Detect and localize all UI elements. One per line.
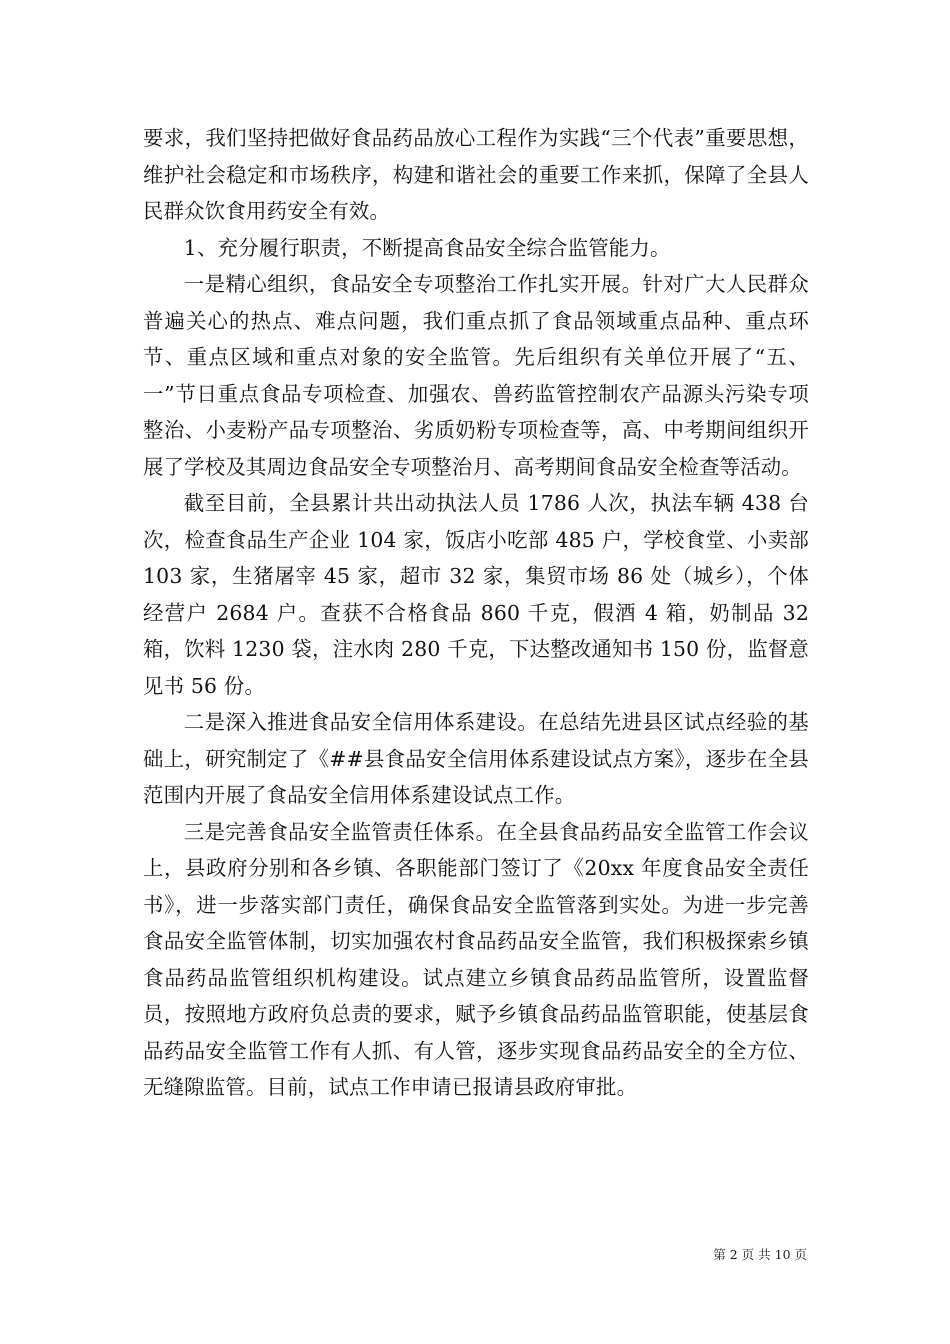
paragraph-responsibility-system: 三是完善食品安全监管责任体系。在全县食品药品安全监管工作会议上，县政府分别和各乡镇、各职能部门签订了《20xx 年度食品安全责任书》，进一步落实部门责任，确保食品安全监管落到实处。为进一步完善食品安全监管体制，切实加强农村食品药品安全监管，我们积极探索乡镇食品药品监管组织机构建设。试点建立乡镇食品药品监管所，设置监督员，按照地方政府负总责的要求，赋予乡镇食品药品监管职能，使基层食品药品安全监管工作有人抓、有人管，逐步实现食品药品安全的全方位、无缝隙监管。目前，试点工作申请已报请县政府审批。 (143, 819, 809, 1099)
page-number-footer: 第 2 页 共 10 页 (713, 1247, 807, 1262)
paragraph-credit-system: 二是深入推进食品安全信用体系建设。在总结先进县区试点经验的基础上，研究制定了《##县食品安全信用体系建设试点方案》，逐步在全县范围内开展了食品安全信用体系建设试点工作。 (143, 710, 809, 807)
document-body (143, 120, 809, 1106)
paragraph-statistics: 截至目前，全县累计共出动执法人员 1786 人次，执法车辆 438 台次，检查食品生产企业 104 家，饭店小吃部 485 户，学校食堂、小卖部 103 家，生猪屠宰 45 家，超市 32 家，集贸市场 86 处（城乡），个体经营户 2684 户。查获不合格食品 860 千克，假酒 4 箱，奶制品 32 箱，饮料 1230 袋，注水肉 280 千克，下达整改通知书 150 份，监督意见书 56 份。 (143, 491, 809, 698)
paragraph-continuation: 要求，我们坚持把做好食品药品放心工程作为实践“三个代表”重要思想，维护社会稳定和市场秩序，构建和谐社会的重要工作来抓，保障了全县人民群众饮食用药安全有效。 (143, 126, 809, 223)
paragraph-special-rectification: 一是精心组织，食品安全专项整治工作扎实开展。针对广大人民群众普遍关心的热点、难点问题，我们重点抓了食品领域重点品种、重点环节、重点区域和重点对象的安全监管。先后组织有关单位开展了“五、一”节日重点食品专项检查、加强农、兽药监管控制农产品源头污染专项整治、小麦粉产品专项整治、劣质奶粉专项检查等，高、中考期间组织开展了学校及其周边食品安全专项整治月、高考期间食品安全检查等活动。 (143, 272, 809, 479)
section-heading: 1、充分履行职责，不断提高食品安全综合监管能力。 (183, 235, 671, 260)
